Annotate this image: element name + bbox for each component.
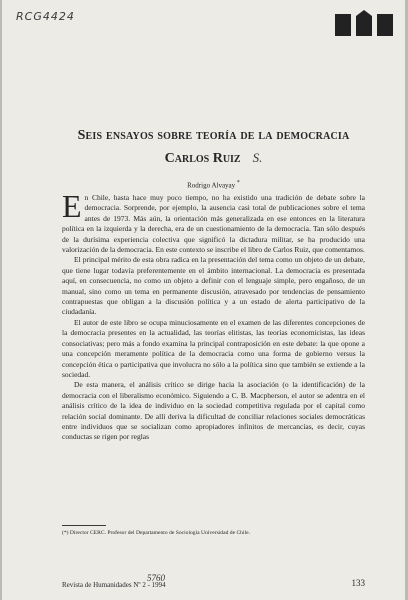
handwritten-author-note: S. [252,150,263,165]
footnote-divider [62,525,106,526]
footnote-marker: * [236,180,240,186]
paragraph-text: n Chile, hasta hace muy poco tiempo, no ha existido una tradición de debate sobre la democracia. Sorprende, por ejemplo, la ausencia casi total de publicaciones sobre el tema antes de 1973. Más aún, la orientación más generalizada en ese entonces en la literatura política en la izquierda y la derecha, era de un cuestionamiento de la democracia. Tan sólo después de la durísima experiencia colectiva que significó la dictadura militar, se ha producido una valorización de la democracia. En este contexto se inscribe el libro de Carlos Ruiz, que comentamos. [62,193,365,255]
author-line [42,149,385,167]
body-paragraph: El autor de este libro se ocupa minuciosamente en el examen de las diferentes concepciones de la democracia presentes en la actualidad, las teorías elitistas, las teorías economicistas, las ideas consociativas; pero más a fondo examina la principal contraposición en este debate: la que opone a una concepción meramente política de la democracia como una forma de gobierno versus la concepción ética o participativa que involucra no sólo a la política sino que también se extiende a la sociedad. [62,317,365,379]
byline [42,180,385,189]
drop-cap: E [62,188,82,224]
document-page [2,0,405,600]
handwritten-stamp: 5760 [147,573,165,583]
journal-logo [335,10,395,36]
page-number: 133 [351,578,365,588]
journal-citation: Revista de Humanidades Nº 2 - 1994 [62,581,166,589]
body-paragraph [62,188,365,255]
body-paragraph: De esta manera, el análisis crítico se dirige hacia la asociación (o la identificación) de la democracia con el liberalismo económico. Siguiendo a C. B. Macpherson, el autor se adentra en el análisis crítico de la idea de individuo en la sociedad competitiva regulada por el capital como relación social dominante. De allí deriva la dificultad de conciliar relaciones sociales democráticas entre individuos que se socializan como apropiadores infinitos de mercancías, es decir, cuyas conductas se rigen por reglas [62,380,365,442]
handwritten-catalog-code: RCG4424 [16,10,75,23]
article-title: Seis ensayos sobre teoría de la democracia [77,128,350,143]
article-author: Carlos Ruiz [164,151,241,166]
footnote: (*) Director CERC. Profesor del Departamento de Sociología Universidad de Chile. [62,530,250,536]
article-body [62,188,365,443]
body-paragraph: El principal mérito de esta obra radica en la presentación del tema como un objeto de un debate, que tiene lugar todavía preferentemente en el ámbito internacional. La democracia es presentada aquí, en consecuencia, no como un objeto a definir con el lenguaje simple, pero engañoso, de un manual, sino como un tema en permanente discusión, atravesado por tendencias de pensamiento contrapuestas que obligan a la discusión política y a un estado de alerta participativo de la ciudadanía. [62,255,365,317]
reviewer-name: Rodrigo Alvayay [187,181,236,190]
